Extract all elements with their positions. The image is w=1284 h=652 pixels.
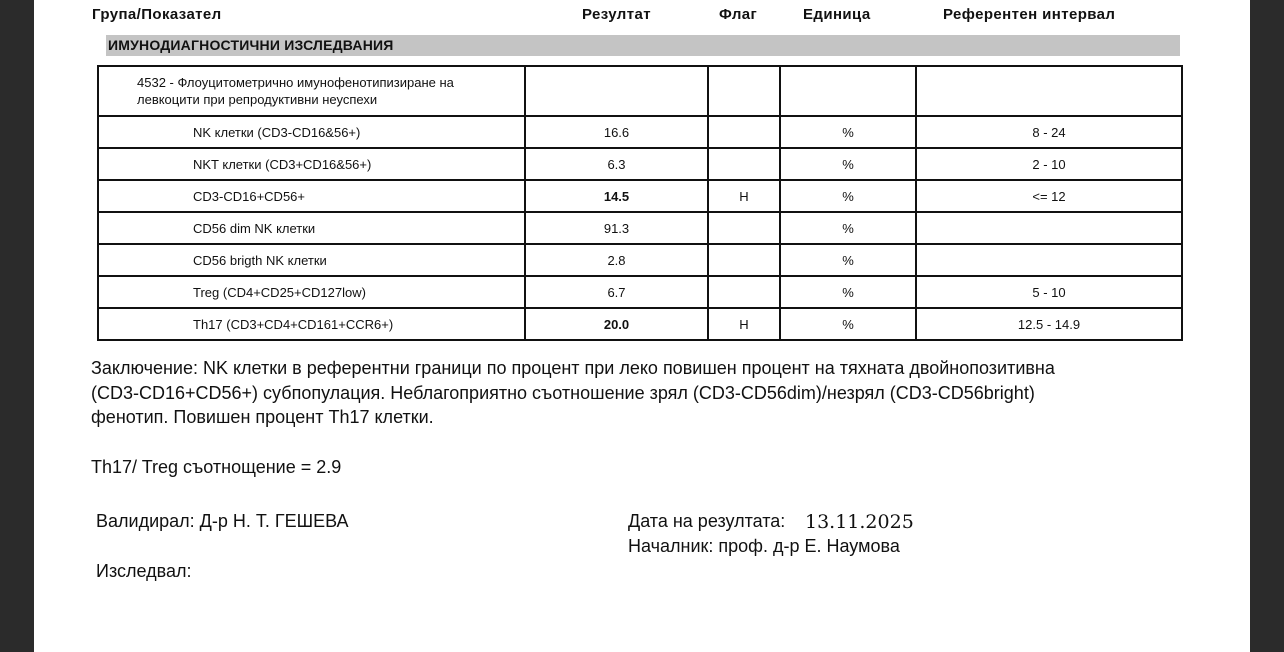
empty-cell <box>916 66 1182 116</box>
flag-cell: H <box>708 180 780 212</box>
flag-cell <box>708 116 780 148</box>
ref-interval-cell: 12.5 - 14.9 <box>916 308 1182 340</box>
results-table <box>97 65 1183 341</box>
marker-name-cell: NK клетки (CD3-CD16&56+) <box>98 116 525 148</box>
marker-name-cell: CD56 dim NK клетки <box>98 212 525 244</box>
marker-name-cell: CD3-CD16+CD56+ <box>98 180 525 212</box>
conclusion-line1: Заключение: NK клетки в референтни граници по процент при леко повишен процент на тяхната двойнопозитивна <box>91 358 1055 378</box>
ref-interval-cell: 2 - 10 <box>916 148 1182 180</box>
marker-name-cell: NKT клетки (CD3+CD16&56+) <box>98 148 525 180</box>
table-row <box>98 148 1182 180</box>
examined-by: Изследвал: <box>96 561 192 581</box>
result-cell: 91.3 <box>525 212 708 244</box>
marker-name-cell: CD56 brigth NK клетки <box>98 244 525 276</box>
test-header-row <box>98 66 1182 116</box>
flag-cell <box>708 244 780 276</box>
table-row <box>98 180 1182 212</box>
unit-cell: % <box>780 212 916 244</box>
table-row <box>98 244 1182 276</box>
table-row <box>98 308 1182 340</box>
test-title-line1: 4532 - Флоуцитометрично имунофенотипизиране на <box>137 75 454 90</box>
marker-name-cell: Th17 (CD3+CD4+CD161+CCR6+) <box>98 308 525 340</box>
unit-cell: % <box>780 148 916 180</box>
section-title: ИМУНОДИАГНОСТИЧНИ ИЗСЛЕДВАНИЯ <box>108 37 394 53</box>
marker-name-cell: Treg (CD4+CD25+CD127low) <box>98 276 525 308</box>
ratio-text: Th17/ Treg съотнощение = 2.9 <box>91 457 342 477</box>
chief-signature: Началник: проф. д-р Е. Наумова <box>628 536 900 556</box>
unit-cell: % <box>780 180 916 212</box>
test-title-line2: левкоцити при репродуктивни неуспехи <box>137 92 378 107</box>
unit-cell: % <box>780 308 916 340</box>
header-flag: Флаг <box>719 6 758 23</box>
flag-cell <box>708 276 780 308</box>
table-row <box>98 276 1182 308</box>
result-cell: 16.6 <box>525 116 708 148</box>
empty-cell <box>525 66 708 116</box>
result-cell: 14.5 <box>525 180 708 212</box>
unit-cell: % <box>780 244 916 276</box>
result-cell: 20.0 <box>525 308 708 340</box>
section-header <box>106 35 1180 56</box>
validated-by: Валидирал: Д-р Н. Т. ГЕШЕВА <box>96 511 349 531</box>
table-row <box>98 212 1182 244</box>
result-cell: 2.8 <box>525 244 708 276</box>
result-cell: 6.3 <box>525 148 708 180</box>
header-unit: Единица <box>803 6 871 23</box>
flag-cell <box>708 148 780 180</box>
result-date-label: Дата на резултата: <box>628 511 786 531</box>
conclusion-line3: фенотип. Повишен процент Th17 клетки. <box>91 407 434 427</box>
conclusion-line2: (CD3-CD16+CD56+) субпопулация. Неблагоприятно съотношение зрял (CD3-CD56dim)/незрял (CD3-CD56bright) <box>91 383 1035 403</box>
result-date-value: 13.11.2025 <box>805 511 914 533</box>
header-result: Резултат <box>582 6 651 23</box>
result-cell: 6.7 <box>525 276 708 308</box>
ref-interval-cell: 5 - 10 <box>916 276 1182 308</box>
empty-cell <box>780 66 916 116</box>
ref-interval-cell <box>916 212 1182 244</box>
unit-cell: % <box>780 276 916 308</box>
lab-report-page <box>34 0 1250 652</box>
header-group: Група/Показател <box>92 6 222 23</box>
test-title-cell <box>98 66 525 116</box>
empty-cell <box>708 66 780 116</box>
flag-cell: H <box>708 308 780 340</box>
unit-cell: % <box>780 116 916 148</box>
flag-cell <box>708 212 780 244</box>
ref-interval-cell: <= 12 <box>916 180 1182 212</box>
ref-interval-cell: 8 - 24 <box>916 116 1182 148</box>
table-row <box>98 116 1182 148</box>
ref-interval-cell <box>916 244 1182 276</box>
header-ref-interval: Референтен интервал <box>943 6 1116 23</box>
